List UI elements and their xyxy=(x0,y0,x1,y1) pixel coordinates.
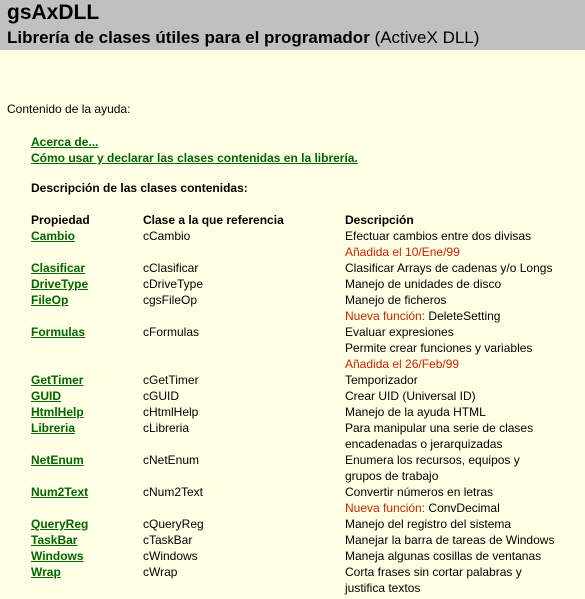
table-header-row xyxy=(31,212,585,228)
description-cell xyxy=(345,452,585,484)
table-row xyxy=(31,276,585,292)
description-line: Permite crear funciones y variables xyxy=(345,341,533,355)
property-link[interactable]: Clasificar xyxy=(31,261,86,275)
property-link[interactable]: TaskBar xyxy=(31,533,78,547)
table-row xyxy=(31,516,585,532)
description-cell xyxy=(345,372,585,388)
description-line: Enumera los recursos, equipos y xyxy=(345,453,520,467)
description-line: Corta frases sin cortar palabras y xyxy=(345,565,522,579)
class-name: cDriveType xyxy=(143,277,204,291)
property-link[interactable]: GetTimer xyxy=(31,373,84,387)
description-line: Manejar la barra de tareas de Windows xyxy=(345,533,555,547)
class-name: cTaskBar xyxy=(143,533,193,547)
property-link[interactable]: Windows xyxy=(31,549,84,563)
table-row xyxy=(31,532,585,548)
note-value: DeleteSetting xyxy=(428,309,501,323)
subtitle-suffix: (ActiveX DLL) xyxy=(374,28,480,47)
page-title: gsAxDLL xyxy=(7,1,100,24)
table-row xyxy=(31,372,585,388)
header-propiedad: Propiedad xyxy=(31,213,90,227)
class-name: cgsFileOp xyxy=(143,293,198,307)
table-row xyxy=(31,564,585,596)
page-header xyxy=(0,0,585,50)
description-cell xyxy=(345,292,585,324)
description-cell xyxy=(345,388,585,404)
table-row xyxy=(31,452,585,484)
class-name: cNum2Text xyxy=(143,485,204,499)
classes-table xyxy=(31,212,585,596)
property-link[interactable]: Cambio xyxy=(31,229,76,243)
property-link[interactable]: Formulas xyxy=(31,325,86,339)
note-value: ConvDecimal xyxy=(428,501,500,515)
description-cell xyxy=(345,548,585,564)
how-to-use-link[interactable]: Cómo usar y declarar las clases contenidas en la librería. xyxy=(31,151,358,165)
class-name: cClasificar xyxy=(143,261,199,275)
property-link[interactable]: GUID xyxy=(31,389,61,403)
property-link[interactable]: DriveType xyxy=(31,277,89,291)
property-link[interactable]: Libreria xyxy=(31,421,76,435)
subtitle-main: Librería de clases útiles para el programador xyxy=(7,28,370,47)
description-note xyxy=(345,308,585,324)
description-line: Evaluar expresiones xyxy=(345,325,454,339)
about-link[interactable]: Acerca de... xyxy=(31,135,99,149)
description-cell xyxy=(345,228,585,260)
description-cell xyxy=(345,516,585,532)
property-link[interactable]: Num2Text xyxy=(31,485,89,499)
description-cell xyxy=(345,532,585,548)
description-line: justifica textos xyxy=(345,581,421,595)
description-line: Convertir números en letras xyxy=(345,485,494,499)
table-row xyxy=(31,260,585,276)
description-cell xyxy=(345,484,585,516)
description-cell xyxy=(345,404,585,420)
table-row xyxy=(31,228,585,260)
description-cell xyxy=(345,276,585,292)
help-contents-label: Contenido de la ayuda: xyxy=(7,102,131,116)
note-label: Añadida el 26/Feb/99 xyxy=(345,357,460,371)
class-name: cGetTimer xyxy=(143,373,199,387)
description-line: Manejo de ficheros xyxy=(345,293,447,307)
description-cell xyxy=(345,420,585,452)
class-name: cGUID xyxy=(143,389,179,403)
description-line: Manejo de unidades de disco xyxy=(345,277,502,291)
table-row xyxy=(31,548,585,564)
class-name: cQueryReg xyxy=(143,517,204,531)
description-note xyxy=(345,244,585,260)
description-note xyxy=(345,500,585,516)
description-line: Efectuar cambios entre dos divisas xyxy=(345,229,532,243)
class-name: cWindows xyxy=(143,549,198,563)
note-label: Nueva función: xyxy=(345,501,426,515)
property-link[interactable]: Wrap xyxy=(31,565,61,579)
description-cell xyxy=(345,324,585,372)
table-row xyxy=(31,484,585,516)
table-row xyxy=(31,420,585,452)
page-subtitle xyxy=(7,27,479,49)
class-name: cFormulas xyxy=(143,325,200,339)
note-label: Nueva función: xyxy=(345,309,426,323)
header-descripcion: Descripción xyxy=(345,213,414,227)
description-line: Para manipular una serie de clases xyxy=(345,421,534,435)
class-name: cLibreria xyxy=(143,421,190,435)
note-label: Añadida el 10/Ene/99 xyxy=(345,245,460,259)
property-link[interactable]: QueryReg xyxy=(31,517,89,531)
description-line: Maneja algunas cosillas de ventanas xyxy=(345,549,542,563)
class-name: cWrap xyxy=(143,565,178,579)
description-line: Crear UID (Universal ID) xyxy=(345,389,476,403)
table-row xyxy=(31,324,585,372)
classes-description-heading: Descripción de las clases contenidas: xyxy=(31,181,248,195)
description-line: Manejo de la ayuda HTML xyxy=(345,405,486,419)
property-link[interactable]: NetEnum xyxy=(31,453,84,467)
class-name: cCambio xyxy=(143,229,191,243)
description-line: Manejo del registro del sistema xyxy=(345,517,512,531)
description-line: Temporizador xyxy=(345,373,418,387)
property-link[interactable]: HtmlHelp xyxy=(31,405,84,419)
description-cell xyxy=(345,564,585,596)
property-link[interactable]: FileOp xyxy=(31,293,69,307)
table-row xyxy=(31,292,585,324)
description-line: Clasificar Arrays de cadenas y/o Longs xyxy=(345,261,553,275)
description-note xyxy=(345,356,585,372)
table-row xyxy=(31,388,585,404)
description-cell xyxy=(345,260,585,276)
header-clase: Clase a la que referencia xyxy=(143,213,284,227)
help-links xyxy=(31,134,358,166)
table-row xyxy=(31,404,585,420)
class-name: cHtmlHelp xyxy=(143,405,199,419)
class-name: cNetEnum xyxy=(143,453,200,467)
description-line: grupos de trabajo xyxy=(345,469,439,483)
description-line: encadenadas o jerarquizadas xyxy=(345,437,503,451)
